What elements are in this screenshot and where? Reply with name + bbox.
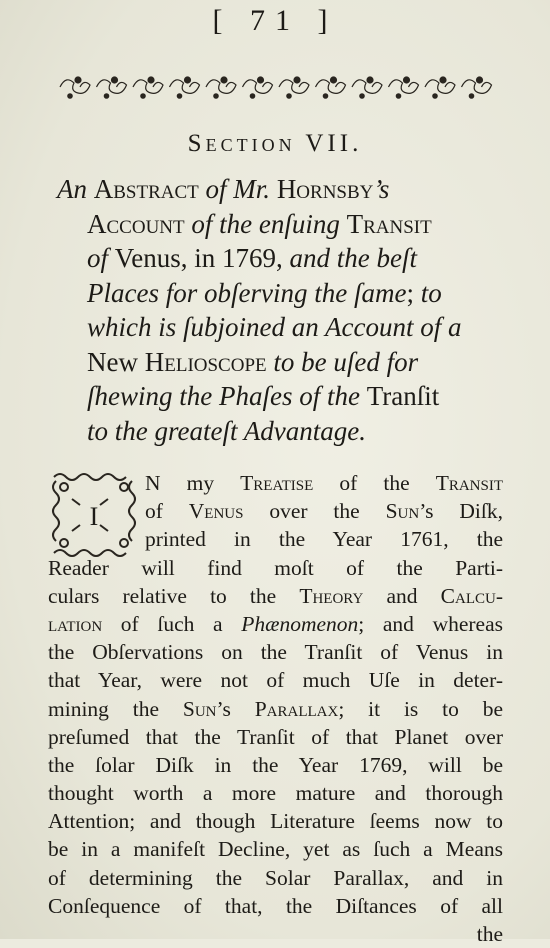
body-segment: lation (48, 611, 103, 636)
heading-segment: ſhewing the Phaſes of the (87, 381, 367, 411)
body-segment: of (145, 499, 189, 524)
body-line (48, 779, 503, 807)
body-segment: be in a manifeſt Decline, yet as ſuch a Means (48, 837, 503, 862)
heading-segment: to be uſed for (266, 346, 419, 377)
body-segment: printed in the Year 1761, the (145, 527, 503, 552)
heading-line (57, 241, 517, 276)
body-segment: of ſuch a (102, 611, 242, 636)
body-segment: the Obſervations on the Tranſit of Venus in (48, 640, 503, 665)
heading-segment: Abstract (93, 174, 199, 204)
body-segment: Calcu- (440, 583, 503, 608)
heading-segment: Venus, in 1769, (114, 243, 283, 273)
heading-line (57, 414, 517, 449)
body-segment: Sun (385, 499, 420, 524)
heading-segment: Hornsby (276, 174, 374, 204)
body-segment: Attention; and though Literature ſeems now to (48, 809, 503, 834)
body-line (48, 835, 503, 863)
body-line (48, 469, 503, 497)
body-line (48, 582, 503, 610)
body-segment: and (363, 583, 441, 608)
body-line (48, 807, 503, 835)
body-line (48, 723, 503, 751)
initial-letter: I (89, 502, 99, 531)
heading-segment: of (198, 174, 234, 204)
body-segment: ’s Diſk, (419, 499, 503, 524)
body-line (48, 610, 503, 638)
body-segment: Phænomenon (241, 611, 359, 636)
heading-line (57, 310, 517, 345)
body-segment: Sun (182, 696, 217, 721)
body-line (48, 864, 503, 892)
section-heading (57, 172, 517, 448)
heading-segment: of the enſuing (184, 208, 347, 239)
body-segment: Conſequence of that, the Diſtances of all (48, 893, 503, 918)
heading-segment: Mr. (233, 174, 277, 204)
body-segment: thought worth a more mature and thorough (48, 781, 503, 806)
heading-line (57, 172, 517, 207)
body-segment: Theory (299, 583, 364, 608)
body-segment: preſumed that the Tranſit of that Planet over (48, 724, 503, 749)
body-line (48, 695, 503, 723)
heading-segment: Places for obſerving the ſame (87, 277, 407, 308)
body-segment: Reader will find moſt of the Parti- (48, 555, 503, 580)
body-segment: N my (145, 471, 241, 495)
heading-line (57, 276, 517, 311)
heading-segment: ’s (373, 174, 390, 204)
heading-segment: Transit (346, 208, 432, 239)
heading-line (57, 207, 517, 242)
heading-segment: An (57, 174, 94, 204)
body-segment: of determining the Solar Parallax, and in (48, 865, 503, 890)
body-segment: Parallax (254, 696, 339, 721)
body-segment: ’s (216, 696, 255, 721)
page-number: [ 71 ] (212, 4, 338, 37)
body-line (48, 751, 503, 779)
body-segment: over the (243, 499, 386, 524)
heading-segment: Account (87, 208, 185, 239)
body-line (48, 554, 503, 582)
heading-segment: and the beſt (282, 243, 417, 273)
heading-segment: Tranſit (366, 381, 440, 411)
body-text (48, 469, 503, 948)
body-segment: culars relative to the (48, 583, 300, 608)
body-line (48, 666, 503, 694)
heading-segment: New (87, 346, 145, 377)
body-segment: mining the (48, 696, 183, 721)
body-segment: Venus (188, 499, 244, 524)
body-line (48, 525, 503, 553)
body-segment: the ſolar Diſk in the Year 1769, will be (48, 752, 503, 777)
body-segment: Treatise (240, 471, 314, 495)
heading-segment: of (87, 243, 115, 273)
body-segment: Transit (435, 471, 504, 495)
heading-segment: which is ſubjoined an Account of a (87, 312, 462, 342)
ornamental-border-icon (56, 70, 500, 104)
catchword: the (476, 922, 503, 946)
body-line (48, 892, 503, 920)
body-line (48, 497, 503, 525)
body-segment: ; it is to be (338, 696, 504, 721)
heading-segment: to (420, 277, 442, 308)
heading-segment: to the greateſt Advantage. (87, 415, 366, 446)
heading-segment: Helioscope (144, 346, 267, 377)
body-segment: of the (313, 471, 436, 495)
heading-line (57, 379, 517, 414)
heading-line (57, 345, 517, 380)
body-line (48, 638, 503, 666)
heading-segment: ; (406, 277, 421, 308)
body-segment: that Year, were not of much Uſe in deter- (48, 668, 503, 693)
section-title: Section VII. (187, 130, 363, 157)
body-segment: ; and whereas (358, 611, 504, 636)
